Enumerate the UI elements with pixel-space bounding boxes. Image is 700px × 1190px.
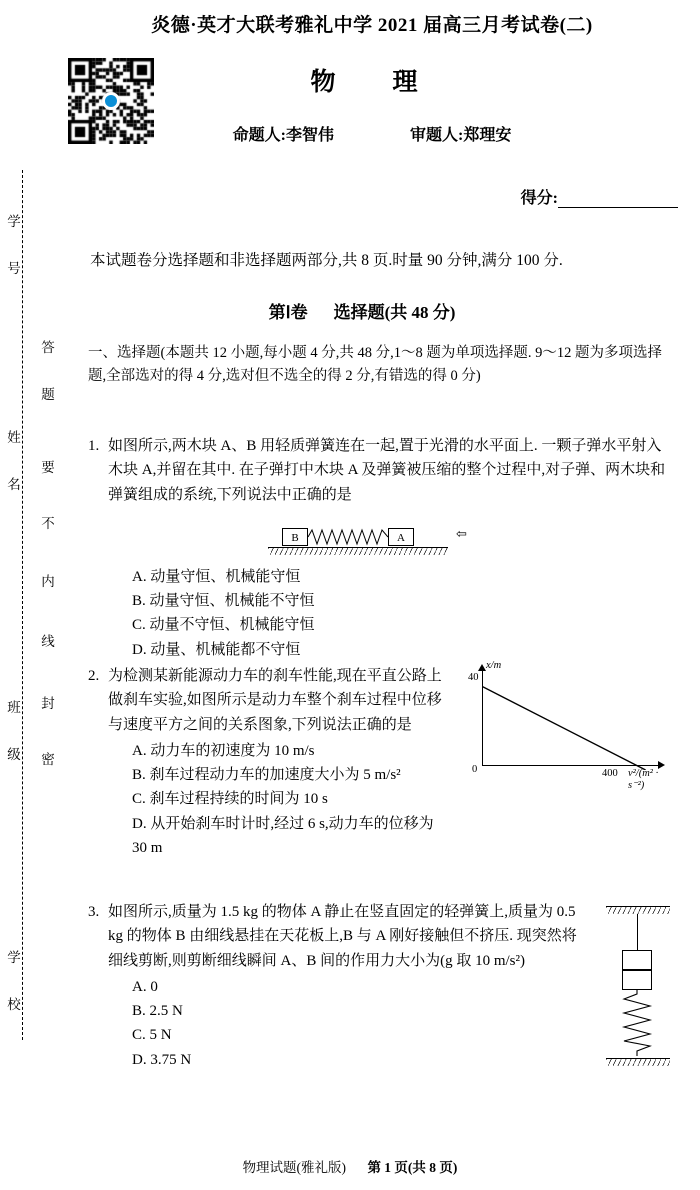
ground-hatch <box>268 548 448 555</box>
chart-x-tick-400: 400 <box>602 768 618 779</box>
section-heading <box>62 298 662 323</box>
question-3-option-b[interactable]: B. 2.5 N <box>132 1003 183 1020</box>
subject-title: 物 理 <box>310 69 434 96</box>
section-volume: 第Ⅰ卷 <box>268 303 308 322</box>
chart-xlabel: v²/(m² · s⁻²) <box>628 768 659 791</box>
page-footer <box>0 1156 700 1176</box>
question-1-option-d[interactable]: D. 动量、机械能都不守恒 <box>132 641 301 658</box>
question-3-stem: 如图所示,质量为 1.5 kg 的物体 A 静止在竖直固定的轻弹簧上,质量为 0.5 kg 的物体 B 由细线悬挂在天花板上,B 与 A 刚好接触但不挤压. 现突然将细线剪断,则剪断细线瞬间 A、B 间的作用力大小为(g 取 10 m/s²) <box>108 904 577 969</box>
question-2-option-b[interactable]: B. 刹车过程动力车的加速度大小为 5 m/s² <box>132 767 401 784</box>
sidebar-note-line: 线 <box>39 634 54 658</box>
score-label: 得分: <box>520 190 558 207</box>
question-1-stem: 如图所示,两木块 A、B 用轻质弹簧连在一起,置于光滑的水平面上. 一颗子弹水平射入木块 A,并留在其中. 在子弹打中木块 A 及弹簧被压缩的整个过程中,对子弹、两木块和弹簧组成的系统,下列说法中正确的是 <box>108 438 666 503</box>
question-2-option-d[interactable]: D. 从开始刹车时计时,经过 6 s,动力车的位移为 30 m <box>132 815 434 857</box>
question-1-option-a[interactable]: A. 动量守恒、机械能守恒 <box>132 568 301 585</box>
chart-line <box>482 678 662 770</box>
footer-left: 物理试题(雅礼版) <box>242 1160 347 1175</box>
dashed-fold-line <box>22 170 23 1040</box>
section-points: (共 48 分) <box>384 303 456 322</box>
spring-two-blocks-vertical-figure <box>600 898 686 1090</box>
question-2-stem: 为检测某新能源动力车的刹车性能,现在平直公路上做刹车实验,如图所示是动力车整个刹车过程中位移与速度平方之间的关系图象,下列说法正确的是 <box>108 668 442 733</box>
sidebar-note-inside: 内 <box>39 574 54 598</box>
spring-coil-icon <box>308 528 388 546</box>
score-blank-line[interactable] <box>558 193 678 208</box>
block-a-label: A <box>388 528 414 546</box>
intro-text: 本试题卷分选择题和非选择题两部分,共 8 页.时量 90 分钟,满分 100 分. <box>90 252 563 269</box>
block-a-box <box>622 970 652 990</box>
question-3-option-c[interactable]: C. 5 N <box>132 1027 172 1044</box>
question-3 <box>88 900 588 1072</box>
block-b-label: B <box>282 528 308 546</box>
sidebar-note-not: 不 <box>39 516 54 540</box>
question-2 <box>88 664 448 860</box>
sidebar-label-student-id: 学 号 <box>5 214 20 285</box>
vertical-spring-icon <box>621 990 655 1056</box>
sidebar-note-secret: 密 <box>39 752 54 776</box>
sidebar-label-class: 班 级 <box>5 700 20 771</box>
sidebar-label-name: 姓 名 <box>5 430 20 501</box>
authors-line <box>62 122 682 145</box>
question-3-option-a[interactable]: A. 0 <box>132 978 158 995</box>
chart-origin-tick: 0 <box>472 764 478 775</box>
chart-y-tick-40: 40 <box>468 672 479 683</box>
binding-sidebar <box>0 0 62 1190</box>
footer-right: 第 1 页(共 8 页) <box>367 1160 458 1175</box>
question-2-option-c[interactable]: C. 刹车过程持续的时间为 10 s <box>132 791 328 808</box>
block-b-box <box>622 950 652 970</box>
sidebar-note-answer: 答 题 <box>39 340 54 411</box>
section-name: 选择题 <box>333 303 385 322</box>
section-instruction: 一、选择题(本题共 12 小题,每小题 4 分,共 48 分,1～8 题为单项选择题. 9～12 题为多项选择题,全部选对的得 4 分,选对但不选全的得 2 分,有错选的得 0 分) <box>88 345 662 385</box>
reviewer-label: 审题人:郑理安 <box>410 127 512 144</box>
sidebar-label-school: 学 校 <box>5 950 20 1021</box>
question-1-number: 1. <box>88 438 100 454</box>
page-title: 炎德·英才大联考雅礼中学 2021 届高三月考试卷(二) <box>151 15 593 36</box>
y-axis-arrow-icon <box>478 664 486 671</box>
score-field <box>521 185 678 208</box>
bullet-arrow-icon: ⇦ <box>456 526 467 541</box>
spring-blocks-figure <box>260 524 500 564</box>
sidebar-note-seal: 封 <box>39 696 54 720</box>
question-2-option-a[interactable]: A. 动力车的初速度为 10 m/s <box>132 742 315 759</box>
displacement-velocity-square-graph <box>452 660 677 795</box>
question-1-option-b[interactable]: B. 动量守恒、机械能不守恒 <box>132 593 315 610</box>
thread-line <box>637 914 638 950</box>
setter-label: 命题人:李智伟 <box>232 127 334 144</box>
floor-hatch <box>606 1059 670 1066</box>
question-1-option-c[interactable]: C. 动量不守恒、机械能守恒 <box>132 617 315 634</box>
question-3-number: 3. <box>88 904 100 920</box>
chart-ylabel: x/m <box>486 660 502 671</box>
ceiling-hatch <box>606 907 670 914</box>
question-2-number: 2. <box>88 668 100 684</box>
sidebar-note-need: 要 <box>39 460 54 484</box>
question-3-option-d[interactable]: D. 3.75 N <box>132 1051 192 1068</box>
